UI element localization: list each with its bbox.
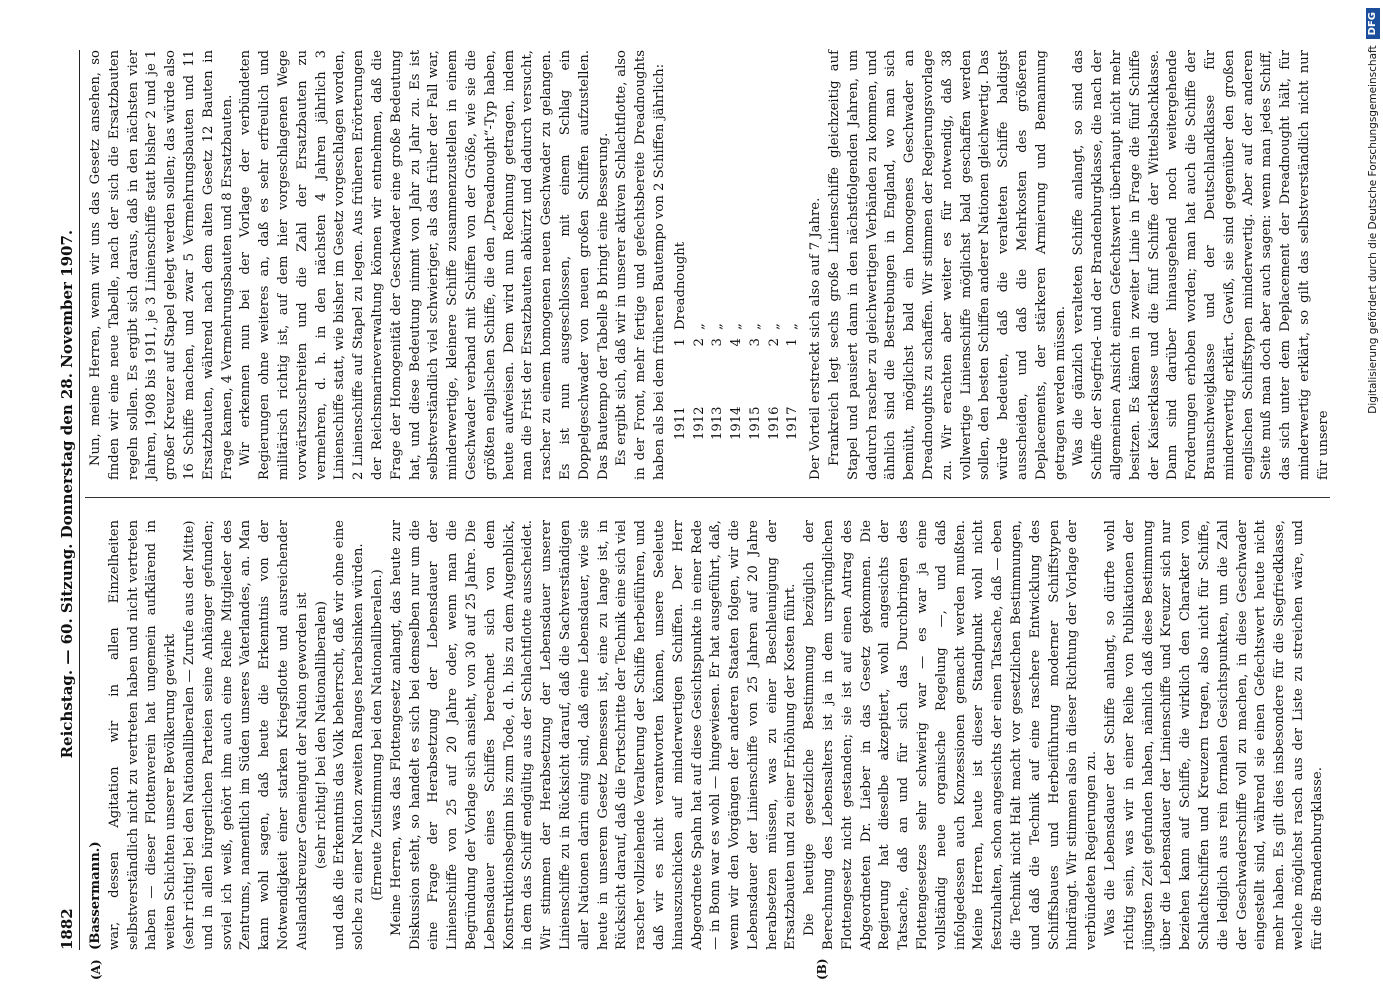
- paragraph: Frankreich legt sechs große Linienschiffe gleichzeitig auf Stapel und pausiert dann in den nächstfolgenden Jahren, um dadurch rascher zu gleichwertigen Verbänden zu kommen, und ähnlich sind die Bestrebungen in England, wo man sich bemüht, möglichst bald ein homogenes Geschwader an Dreadnoughts zu schaffen. Wir stimmen der Regierungsvorlage zu. Wir erachten aber weiter es für notwendig, daß 38 vollwertige Linienschiffe möglichst bald geschaffen werden sollen, den besten Schiffen anderer Nationen gleichwertig. Das würde bedeuten, daß die veralteten Schiffe baldigst ausscheiden, und daß die Mehrkosten des größeren Deplacements, der stärkeren Armierung und Bemannung getragen werden müssen.: [827, 50, 1068, 480]
- schedule-year: 1913: [710, 406, 726, 440]
- schedule-unit: „: [710, 323, 726, 331]
- schedule-count: 4: [729, 338, 745, 347]
- paragraph: Die heutige gesetzliche Bestimmung bezüglich der Berechnung des Lebensalters ist ja in dem ursprünglichen Flottengesetz nicht gestanden; sie ist auf einen Antrag des Abgeordneten Dr. Lieber in das Gesetz gekommen. Die Regierung hat dieselbe akzeptiert, wohl angesichts der Tatsache, daß an und für sich das Durchbringen des Flottengesetzes sehr schwierig war — es war ja eine vollständig neue organische Regelung —, und daß infolgedessen auch Konzessionen gemacht werden mußten. Meine Herren, heute ist dieser Standpunkt wohl nicht festzuhalten, schon angesichts der einen Tatsache, daß — eben die Technik nicht Halt macht vor gesetzlichen Bestimmungen, und daß die Technik auf eine raschere Entwicklung des Schiffsbaues und Herbeiführung moderner Schiffstypen hindrängt. Wir stimmen also in dieser Richtung der Vorlage der verbündeten Regierungen zu.: [802, 520, 1100, 950]
- speaker-name: (Bassermann.): [88, 841, 103, 950]
- schedule-count: 1: [672, 338, 688, 347]
- schedule-row: [784, 234, 803, 440]
- running-head: [55, 50, 80, 950]
- interjection: (Erneute Zustimmung bei den Nationalliberalen.): [369, 569, 385, 901]
- schedule-year: 1914: [729, 406, 745, 440]
- schedule-year: 1911: [672, 406, 688, 440]
- column-divider: [85, 497, 1330, 498]
- schedule-row: [766, 234, 785, 440]
- paragraph: war, dessen Agitation wir in allen Einzelheiten selbstverständlich nicht zu vertreten haben und nicht vertreten haben — dieser Flottenverein hat ungemein aufklärend in weiten Schichten unserer Bevölkerung gewirkt: [106, 520, 179, 950]
- dfg-logo: DFG: [1366, 8, 1380, 39]
- schedule-count: 2: [691, 338, 707, 347]
- credit-text: Digitalisierung gefördert durch die Deutsche Forschungsgemeinschaft: [1367, 45, 1379, 414]
- schedule-row: [747, 234, 766, 440]
- schedule-year: 1917: [785, 406, 801, 440]
- schedule-unit: Dreadnought: [672, 241, 688, 331]
- right-column: [87, 50, 1331, 480]
- digitization-credit: [1365, 8, 1381, 993]
- dreadnought-schedule: [672, 234, 804, 440]
- schedule-row: [709, 234, 728, 440]
- rotated-page: [55, 50, 1355, 980]
- schedule-count: 3: [747, 338, 763, 347]
- paragraph: und in allen bürgerlichen Parteien seine Anhänger gefunden; soviel ich weiß, gehört ihm auch eine Reihe Mitglieder des Zentrums, namentlich im Süden unseres Vaterlandes, an. Man kann wohl sagen, daß heute die Erkenntnis von der Notwendigkeit einer starken Kriegsflotte und ausreichender Auslandskreuzer Gemeingut der Nation geworden ist: [200, 520, 310, 950]
- paragraph: Der Vorteil erstreckt sich also auf 7 Jahre.: [808, 197, 824, 480]
- paragraph: Wir erkennen nun bei der Vorlage der verbündeten Regierungen ohne weiteres an, daß es sehr erfreulich und militärisch richtig ist, auf dem hier vorgeschlagenen Wege vorwärtszuschreiten und die Zahl der Ersatzbauten zu vermehren, d. h. in den nächsten 4 Jahren jährlich 3 Linienschiffe statt, wie bisher im Gesetz vorgeschlagen worden, 2 Linienschiffe auf Stapel zu legen. Aus früheren Erörterungen der Reichsmarineverwaltung können wir entnehmen, daß die Frage der Homogenität der Geschwader eine große Bedeutung hat, und diese Bedeutung nimmt von Jahr zu Jahr zu. Es ist selbstverständlich viel schwieriger, als das früher der Fall war, minderwertige, kleinere Schiffe zusammenzustellen in einem Geschwader verband mit Schiffen von der Größe, wie sie die größten englischen Schiffe, die den „Dreadnought“-Typ haben, heute aufweisen. Dem wird nun Rechnung getragen, indem man die Frist der Ersatzbauten abkürzt und dadurch versucht, rascher zu einem homogenen neuen Geschwader zu gelangen. Es ist nun ausgeschlossen, mit einem Schlag ein Doppelgeschwader von neuen großen Schiffen aufzustellen. Das Bautempo der Tabelle B bringt eine Besserung.: [238, 50, 611, 480]
- paragraph: Was die Lebensdauer der Schiffe anlangt, so dürfte wohl richtig sein, was wir in einer Reihe von Publikationen der jüngsten Zeit gefunden haben, nämlich daß diese Bestimmung über die Lebensdauer der Linienschiffe und Kreuzer sich nur beziehen kann auf Schiffe, die wirklich den Charakter von Schlachtschiffen und Kreuzern tragen, also nicht für Schiffe, die lediglich aus rein formalen Gesichtspunkten, um die Zahl der Geschwaderschiffe voll zu machen, in diese Geschwader eingestellt sind, während sie einen Gefechtswert heute nicht mehr haben. Es gilt dies insbesondere für die Siegfriedklasse, welche möglichst rasch aus der Liste zu streichen wäre, und für die Brandenburgklasse.: [1103, 520, 1325, 950]
- paragraph: Es ergibt sich, daß wir in unserer aktiven Schlachtflotte, also in der Front, mehr fertige und gefechtsbereite Dreadnoughts haben als bei dem früheren Bautempo von 2 Schiffen jährlich:: [614, 50, 667, 480]
- margin-marker-b: (B): [815, 958, 829, 980]
- paragraph: und daß die Erkenntnis das Volk beherrscht, daß wir ohne eine solche zu einer Nation zweiten Ranges herabsinken würden.: [332, 520, 367, 950]
- paragraph: Was die gänzlich veralteten Schiffe anlangt, so sind das Schiffe der Siegfried- und der Brandenburgklasse, die nach der allgemeinen Ansicht einen Gefechtswert überhaupt nicht mehr besitzen. Es kämen in zweiter Linie in Frage die fünf Schiffe der Kaiserklasse und die fünf Schiffe der Wittelsbachklasse. Dann sind darüber hinausgehend noch weitergehende Forderungen erhoben worden; man hat auch die Schiffe der Braunschweigklasse und der Deutschlandklasse für minderwertig erklärt. Gewiß, sie sind gegenüber den großen englischen Schiffstypen minderwertig. Aber auf der anderen Seite muß man doch aber auch sagen: wenn man jedes Schiff, das sich unter dem Deplacement der Dreadnought hält, für minderwertig erklärt, so gilt das selbstverständlich nicht nur für unsere: [1071, 50, 1331, 480]
- page-title: Reichstag. — 60. Sitzung. Donnerstag den 28. November 1907.: [58, 229, 76, 759]
- schedule-unit: „: [729, 323, 745, 331]
- interjection: (sehr richtig! bei den Nationalliberalen — Zurufe aus der Mitte): [181, 520, 197, 950]
- schedule-count: 2: [766, 338, 782, 347]
- schedule-unit: „: [747, 323, 763, 331]
- left-column: [87, 520, 1327, 950]
- schedule-row: [728, 234, 747, 440]
- schedule-count: 1: [785, 338, 801, 347]
- schedule-year: 1916: [766, 406, 782, 440]
- schedule-unit: „: [766, 323, 782, 331]
- schedule-year: 1915: [747, 406, 763, 440]
- schedule-year: 1912: [691, 406, 707, 440]
- schedule-count: 3: [710, 338, 726, 347]
- schedule-unit: „: [785, 323, 801, 331]
- schedule-unit: „: [691, 323, 707, 331]
- schedule-row: [672, 234, 691, 440]
- interjection: (sehr richtig! bei den Nationalliberalen): [313, 600, 329, 870]
- paragraph: Meine Herren, was das Flottengesetz anlangt, das heute zur Diskussion steht, so handelt es sich bei demselben nur um die eine Frage der Herabsetzung der Lebensdauer der Linienschiffe von 25 auf 20 Jahre oder, wenn man die Begründung der Vorlage sich ansieht, von 30 auf 25 Jahre. Die Lebensdauer eines Schiffes berechnet sich von dem Konstruktionsbeginn bis zum Tode, d. h. bis zu dem Augenblick, in dem das Schiff endgültig aus der Schlachtflotte ausscheidet. Wir stimmen der Herabsetzung der Lebensdauer unserer Linienschiffe zu in Rücksicht darauf, daß die Sachverständigen aller Nationen darin einig sind, daß eine Lebensdauer, wie sie heute in unserem Gesetz bemessen ist, eine zu lange ist, in Rücksicht darauf, daß die Fortschritte der Technik eine sich viel rascher vollziehende Veralterung der Schiffe herbeiführen, und daß wir es nicht verantworten können, unsere Seeleute hinauszuschicken auf minderwertigen Schiffen. Der Herr Abgeordnete Spahn hat auf diese Gesichtspunkte in einer Rede — in Bonn war es wohl — hingewiesen. Er hat ausgeführt, daß, wenn wir den Vorgängen der anderen Staaten folgen, wir die Lebensdauer der Linienschiffe von 25 Jahren auf 20 Jahre herabsetzen müssen, was zu einer Beschleunigung der Ersatzbauten und zu einer Erhöhung der Kosten führt.: [388, 520, 799, 950]
- page-number: 1882: [58, 908, 76, 950]
- schedule-row: [691, 234, 710, 440]
- paragraph: Nun, meine Herren, wenn wir uns das Gesetz ansehen, so finden wir eine neue Tabelle, nach der sich die Ersatzbauten regeln sollen. Es ergibt sich daraus, daß in den nächsten vier Jahren, 1908 bis 1911, je 3 Linienschiffe statt bisher 2 und je 1 großer Kreuzer auf Stapel gelegt werden sollen; das würde also 16 Schiffe machen, und zwar 5 Vermehrungsbauten und 11 Ersatzbauten, während nach dem alten Gesetz 12 Bauten in Frage kamen, 4 Vermehrungsbauten und 8 Ersatzbauten.: [88, 50, 235, 480]
- margin-marker-a: (A): [89, 959, 103, 980]
